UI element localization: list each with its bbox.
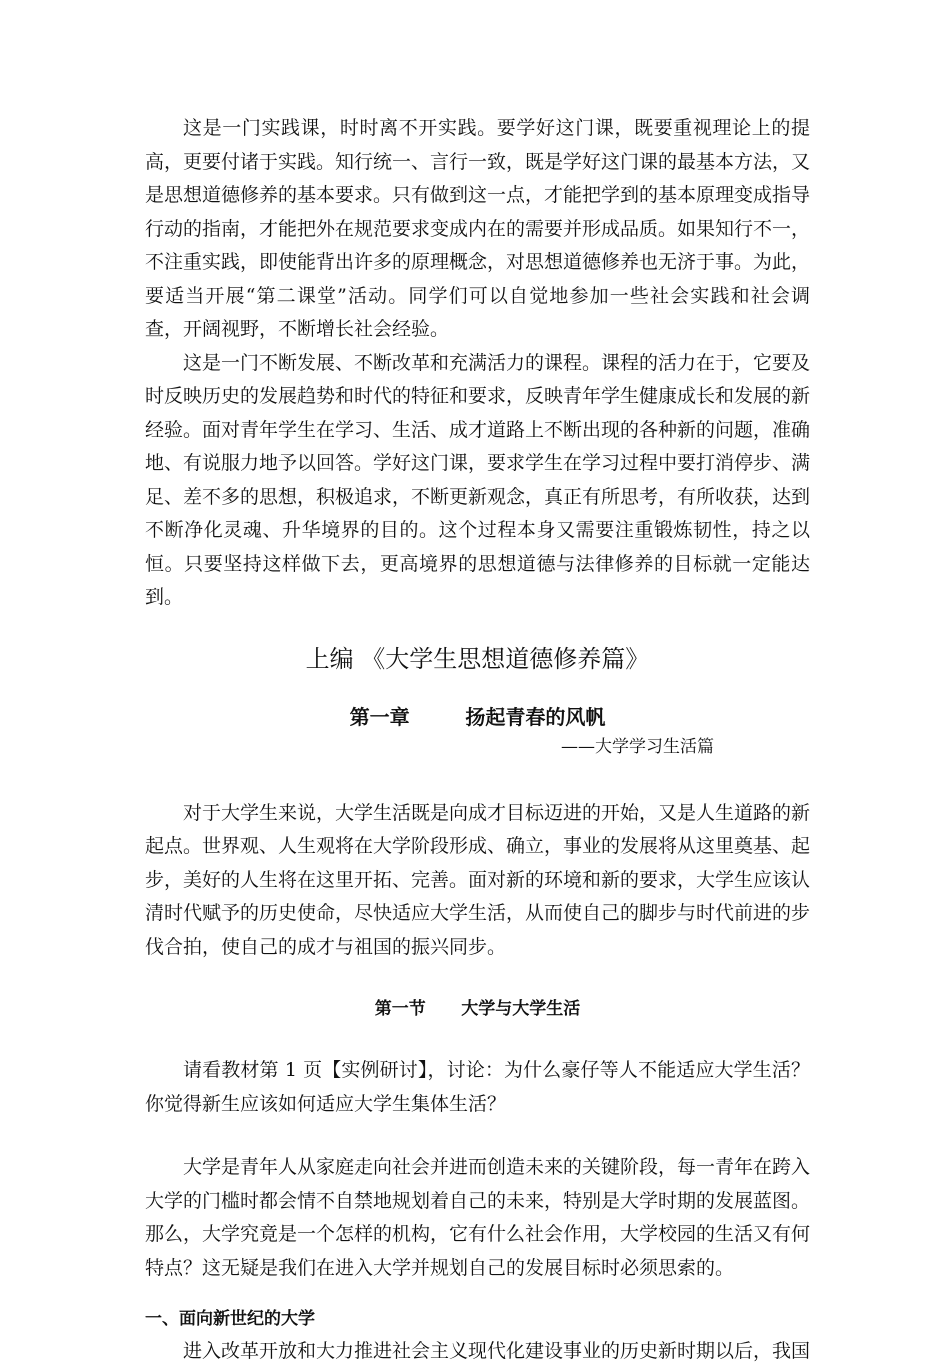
chapter-intro-paragraph: 对于大学生来说，大学生活既是向成才目标迈进的开始，又是人生道路的新起点。世界观、人生观将在大学阶段形成、确立，事业的发展将从这里奠基、起步，美好的人生将在这里开拓、完善。面对新的环境和新的要求，大学生应该认清时代赋予的历史使命，尽快适应大学生活，从而使自己的脚步与时代前进的步伐合拍，使自己的成才与祖国的振兴同步。 (145, 801, 811, 958)
chapter-subtitle: ——大学学习生活篇 (561, 736, 714, 757)
section-intro-paragraph: 大学是青年人从家庭走向社会并进而创造未来的关键阶段，每一青年在跨入大学的门槛时都会情不自禁地规划着自己的未来，特别是大学时期的发展蓝图。那么，大学究竟是一个怎样的机构，它有什么社会作用，大学校园的生活又有何特点？这无疑是我们在进入大学并规划自己的发展目标时必须思索的。 (145, 1156, 811, 1279)
paragraph-practice-course: 这是一门实践课，时时离不开实践。要学好这门课，既要重视理论上的提高，更要付诸于实践。知行统一、言行一致，既是学好这门课的最基本方法，又是思想道德修养的基本要求。只有做到这一点，才能把学到的基本原理变成指导行动的指南，才能把外在规范要求变成内在的需要并形成品质。如果知行不一，不注重实践，即使能背出许多的原理概念，对思想道德修养也无济于事。为此，要适当开展“第二课堂”活动。同学们可以自觉地参加一些社会实践和社会调查，开阔视野，不断增长社会经验。 (145, 117, 811, 340)
paragraph-developing-course: 这是一门不断发展、不断改革和充满活力的课程。课程的活力在于，它要及时反映历史的发展趋势和时代的特征和要求，反映青年学生健康成长和发展的新经验。面对青年学生在学习、生活、成才道路上不断出现的各种新的问题，准确地、有说服力地予以回答。学好这门课，要求学生在学习过程中要打消停步、满足、差不多的思想，积极追求，不断更新观念，真正有所思考，有所收获，达到不断净化灵魂、升华境界的目的。这个过程本身又需要注重锻炼韧性，持之以恒。只要坚持这样做下去，更高境界的思想道德与法律修养的目标就一定能达到。 (145, 351, 811, 608)
discussion-paragraph: 请看教材第 1 页【实例研讨】，讨论：为什么豪仔等人不能适应大学生活？你觉得新生应该如何适应大学生集体生活？ (145, 1059, 810, 1115)
part-title: 上编 《大学生思想道德修养篇》 (305, 644, 650, 673)
last-paragraph: 进入改革开放和大力推进社会主义现代化建设事业的历史新时期以后，我国 (183, 1340, 811, 1362)
chapter-title: 第一章 扬起青春的风帆 (349, 704, 606, 729)
section-title: 第一节 大学与大学生活 (374, 999, 581, 1019)
subheading: 一、面向新世纪的大学 (145, 1309, 315, 1329)
document-page (145, 112, 810, 1369)
